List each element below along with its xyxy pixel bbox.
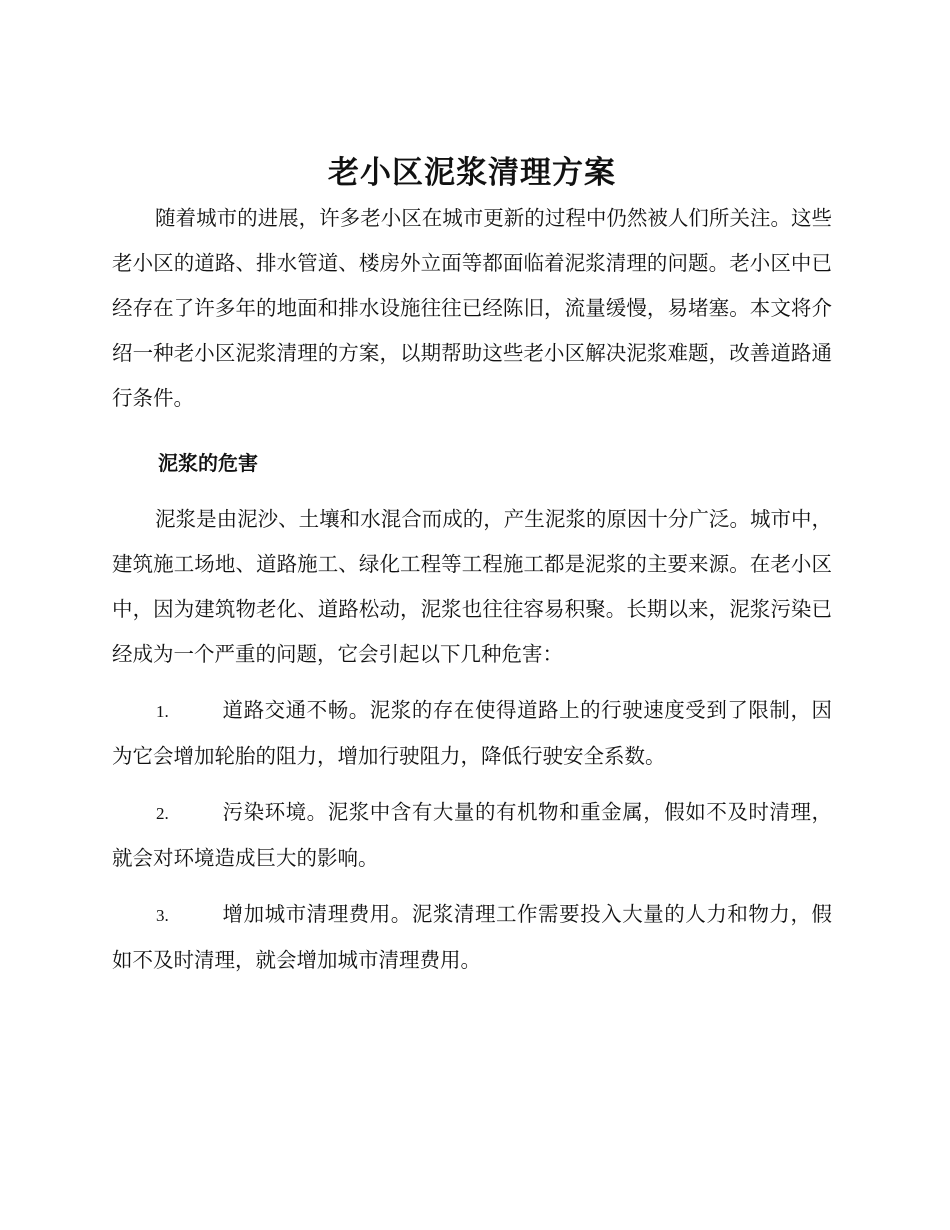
section-heading: 泥浆的危害 <box>158 451 258 475</box>
list-item <box>112 688 832 779</box>
document-page <box>112 150 832 983</box>
list-text: 增加城市清理费用。泥浆清理工作需要投入大量的人力和物力，假如不及时清理，就会增加城市清理费用。 <box>112 902 832 972</box>
list-item <box>112 790 832 881</box>
list-text: 道路交通不畅。泥浆的存在使得道路上的行驶速度受到了限制，因为它会增加轮胎的阻力，增加行驶阻力，降低行驶安全系数。 <box>112 698 832 768</box>
list-number: 3. <box>156 906 169 925</box>
section-paragraph: 泥浆是由泥沙、土壤和水混合而成的，产生泥浆的原因十分广泛。城市中，建筑施工场地、道路施工、绿化工程等工程施工都是泥浆的主要来源。在老小区中，因为建筑物老化、道路松动，泥浆也往往容易积聚。长期以来，泥浆污染已经成为一个严重的问题，它会引起以下几种危害： <box>112 507 832 666</box>
list-text: 污染环境。泥浆中含有大量的有机物和重金属，假如不及时清理，就会对环境造成巨大的影响。 <box>112 800 832 870</box>
list-number: 2. <box>156 804 169 823</box>
list-number: 1. <box>156 702 169 721</box>
intro-paragraph: 随着城市的进展，许多老小区在城市更新的过程中仍然被人们所关注。这些老小区的道路、排水管道、楼房外立面等都面临着泥浆清理的问题。老小区中已经存在了许多年的地面和排水设施往往已经陈旧，流量缓慢，易堵塞。本文将介绍一种老小区泥浆清理的方案，以期帮助这些老小区解决泥浆难题，改善道路通行条件。 <box>112 206 832 410</box>
document-title: 老小区泥浆清理方案 <box>328 155 616 191</box>
list-item <box>112 892 832 983</box>
